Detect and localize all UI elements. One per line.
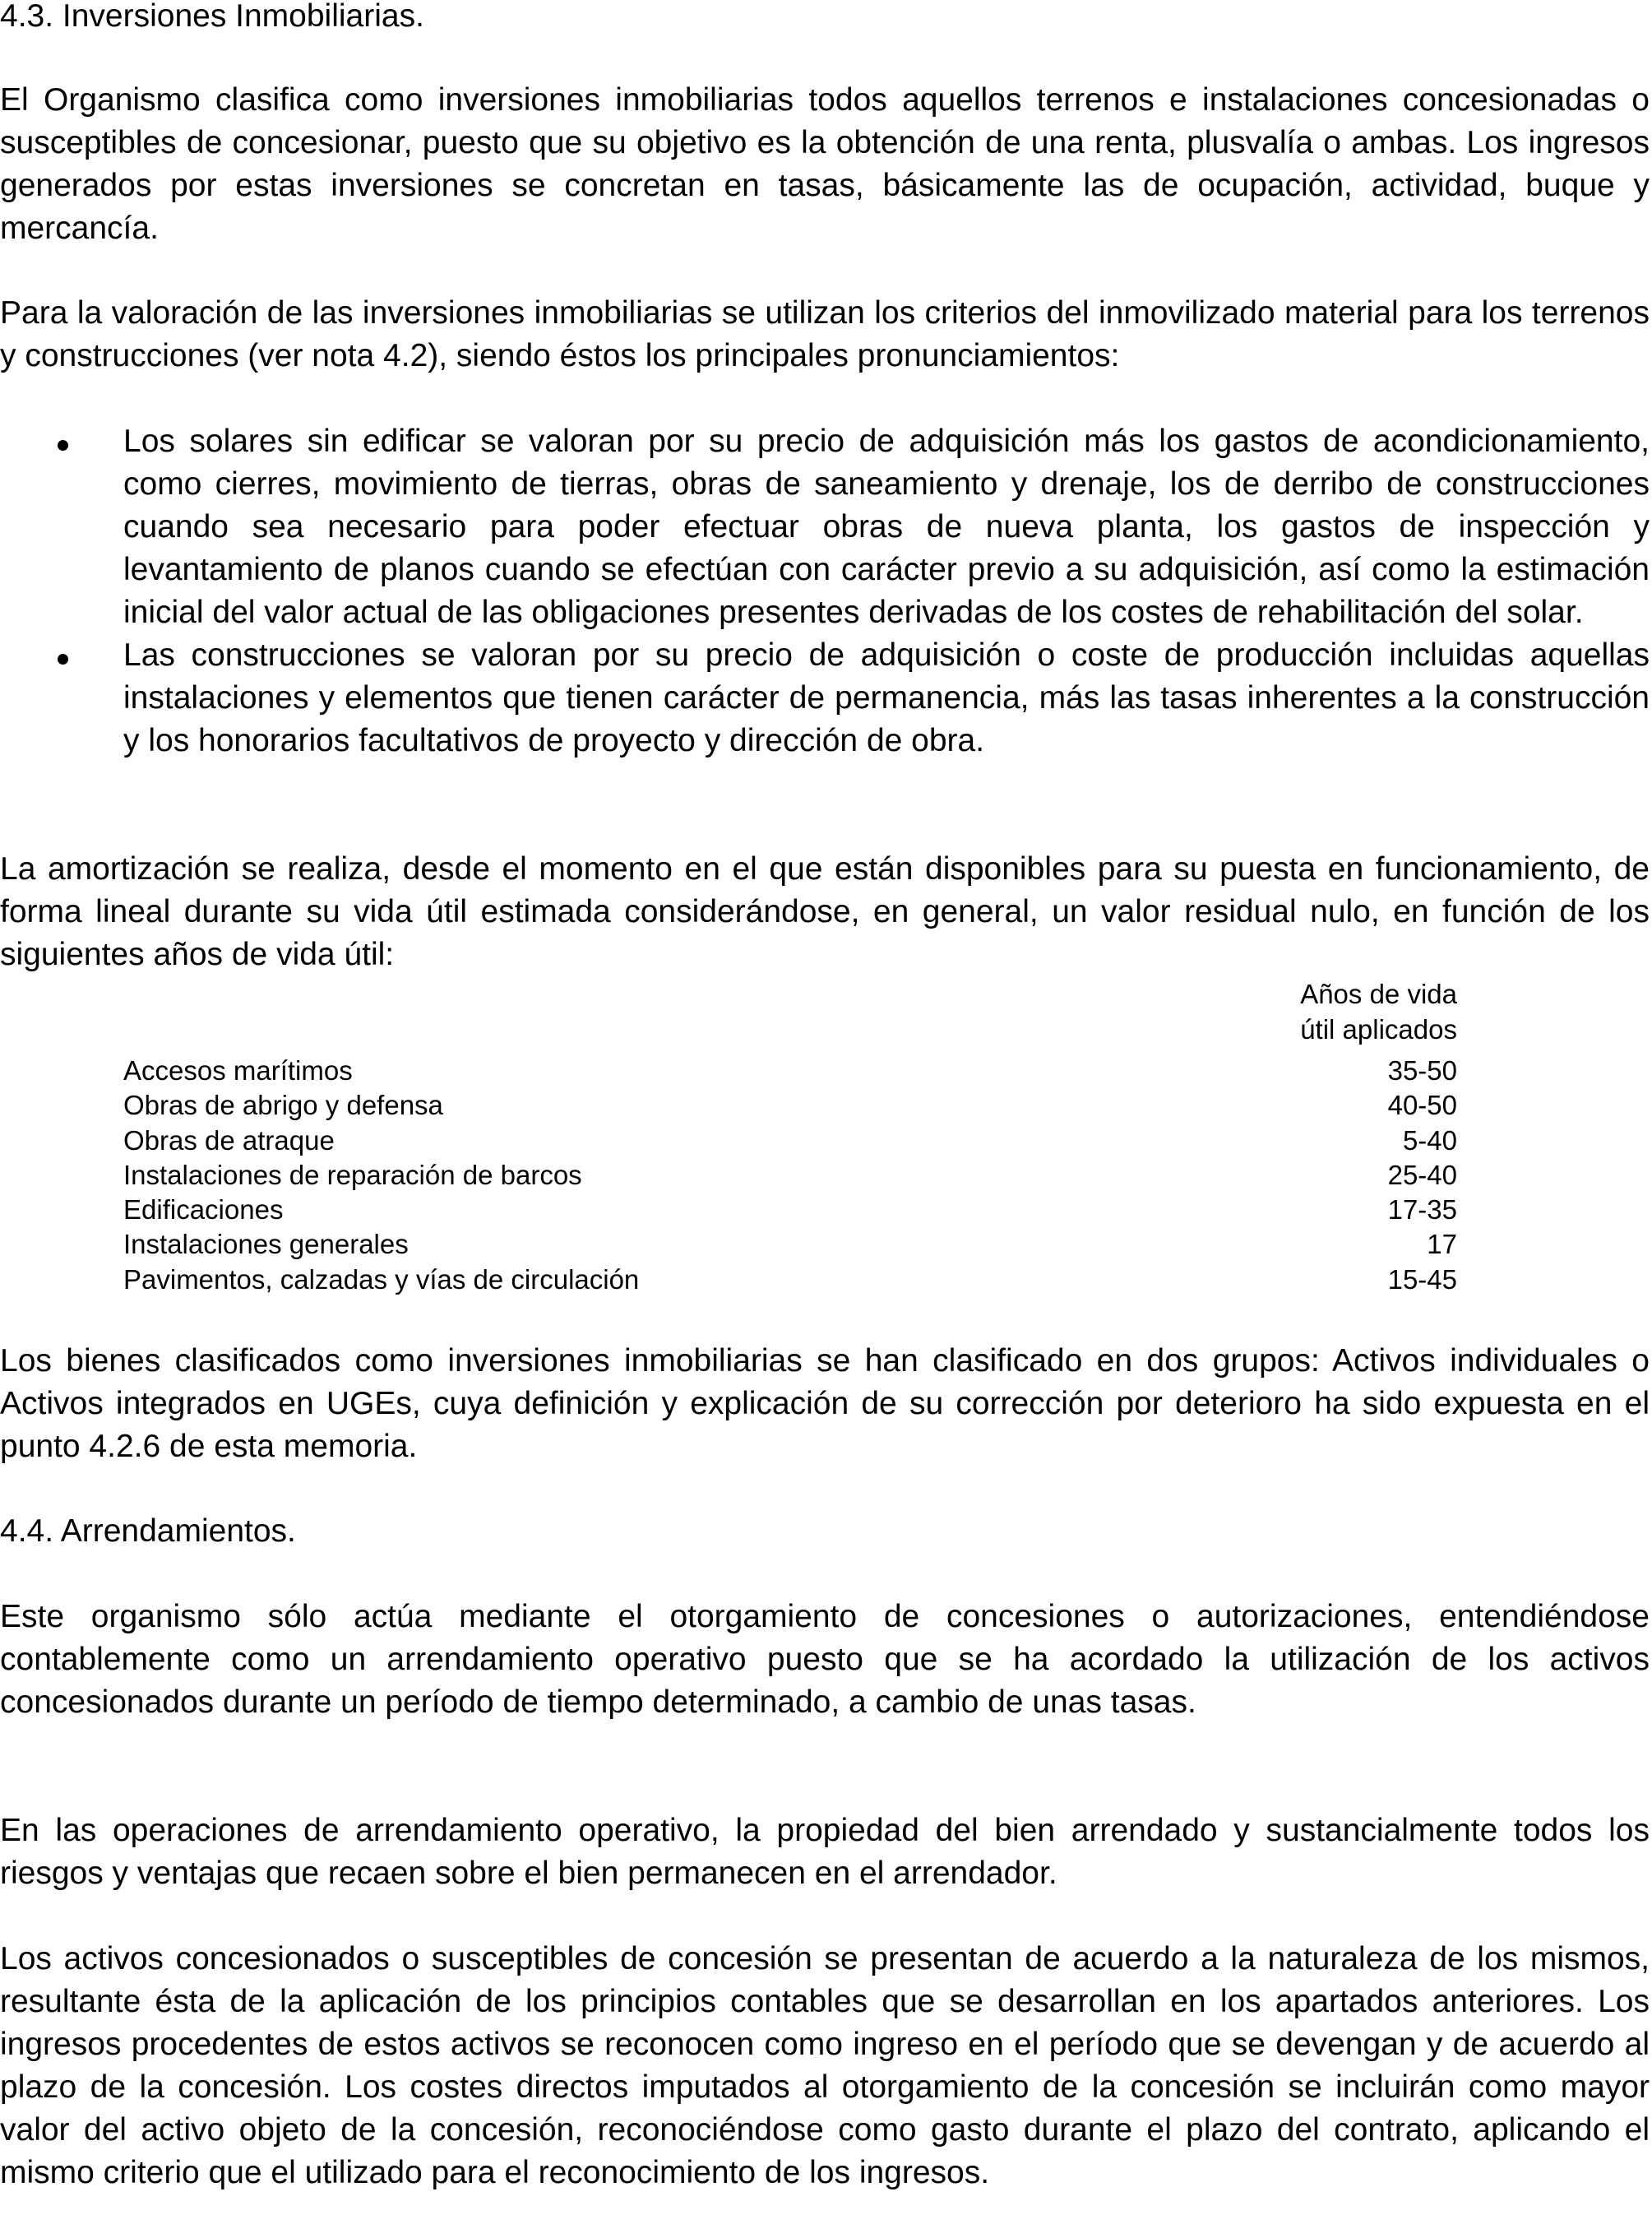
row-label: Instalaciones generales — [123, 1229, 409, 1260]
row-value: 15-45 — [1387, 1263, 1457, 1295]
row-value: 17-35 — [1387, 1194, 1457, 1226]
valuation-bullet-list — [0, 420, 1650, 762]
table-row — [123, 1158, 1457, 1193]
section-4-3-paragraph-1: El Organismo clasifica como inversiones inmobiliarias todos aquellos terrenos e instalaciones concesionadas o susceptibles de concesionar, puesto que su objetivo es la obtención de una renta, plusvalía o ambas. Los ingresos generados por estas inversiones se concretan en tasas, básicamente las de ocupación, actividad, buque y mercancía. — [0, 82, 1650, 246]
useful-life-header-line-2: útil aplicados — [1300, 1014, 1457, 1045]
row-label: Obras de atraque — [123, 1124, 335, 1156]
section-4-4-paragraph-3: Los activos concesionados o susceptibles de concesión se presentan de acuerdo a la naturaleza de los mismos, resultante ésta de la aplicación de los principios contables que se desarrollan en los apartados anteriores. Los ingresos procedentes de estos activos se reconocen como ingreso en el período que se devengan y de acuerdo al plazo de la concesión. Los costes directos imputados al otorgamiento de la concesión se incluirán como mayor valor del activo objeto de la concesión, reconociéndose como gasto durante el plazo del contrato, aplicando el mismo criterio que el utilizado para el reconocimiento de los ingresos. — [0, 1941, 1650, 2190]
row-value: 35-50 — [1387, 1055, 1457, 1086]
section-4-3-paragraph-4: Los bienes clasificados como inversiones inmobiliarias se han clasificado en dos grupos: Activos individuales o Activos integrados en UGEs, cuya definición y explicación de su corrección por deterioro ha sido expuesta en el punto 4.2.6 de esta memoria. — [0, 1343, 1650, 1464]
row-value: 5-40 — [1402, 1124, 1457, 1156]
bullet-item-construcciones: Las construcciones se valoran por su precio de adquisición o coste de producción incluidas aquellas instalaciones y elementos que tienen carácter de permanencia, más las tasas inherentes a la construcción y los honorarios facultativos de proyecto y dirección de obra. — [0, 634, 1650, 762]
useful-life-header — [1300, 976, 1457, 1047]
table-row — [123, 1124, 1457, 1158]
bullet-item-solares: Los solares sin edificar se valoran por su precio de adquisición más los gastos de acondicionamiento, como cierres, movimiento de tierras, obras de saneamiento y drenaje, los de derribo de construcciones cuando sea necesario para poder efectuar obras de nueva planta, los gastos de inspección y levantamiento de planos cuando se efectúan con carácter previo a su adquisición, así como la estimación inicial del valor actual de las obligaciones presentes derivadas de los costes de rehabilitación del solar. — [0, 420, 1650, 634]
row-label: Accesos marítimos — [123, 1055, 353, 1086]
table-row — [123, 1193, 1457, 1227]
useful-life-table — [123, 976, 1457, 1305]
useful-life-rows — [123, 1054, 1457, 1297]
table-row — [123, 1054, 1457, 1088]
table-row — [123, 1263, 1457, 1297]
table-row — [123, 1088, 1457, 1123]
row-value: 17 — [1427, 1229, 1457, 1260]
row-label: Instalaciones de reparación de barcos — [123, 1159, 582, 1190]
bullet-icon — [58, 654, 68, 665]
section-4-4-heading: 4.4. Arrendamientos. — [0, 1513, 296, 1549]
section-4-4-paragraph-2: En las operaciones de arrendamiento operativo, la propiedad del bien arrendado y sustancialmente todos los riesgos y ventajas que recaen sobre el bien permanecen en el arrendador. — [0, 1813, 1650, 1891]
bullet-icon — [58, 440, 68, 451]
row-value: 25-40 — [1387, 1159, 1457, 1190]
row-label: Pavimentos, calzadas y vías de circulación — [123, 1263, 640, 1295]
table-row — [123, 1227, 1457, 1262]
row-value: 40-50 — [1387, 1090, 1457, 1121]
section-4-3-paragraph-3: La amortización se realiza, desde el momento en el que están disponibles para su puesta en funcionamiento, de forma lineal durante su vida útil estimada considerándose, en general, un valor residual nulo, en función de los siguientes años de vida útil: — [0, 851, 1650, 972]
useful-life-header-line-1: Años de vida — [1300, 979, 1457, 1009]
section-4-3-heading: 4.3. Inversiones Inmobiliarias. — [0, 0, 424, 34]
row-label: Edificaciones — [123, 1194, 284, 1226]
section-4-3-paragraph-2: Para la valoración de las inversiones inmobiliarias se utilizan los criterios del inmovilizado material para los terrenos y construcciones (ver nota 4.2), siendo éstos los principales pronunciamientos: — [0, 295, 1650, 373]
section-4-4-paragraph-1: Este organismo sólo actúa mediante el otorgamiento de concesiones o autorizaciones, entendiéndose contablemente como un arrendamiento operativo puesto que se ha acordado la utilización de los activos concesionados durante un período de tiempo determinado, a cambio de unas tasas. — [0, 1599, 1650, 1720]
row-label: Obras de abrigo y defensa — [123, 1090, 443, 1121]
